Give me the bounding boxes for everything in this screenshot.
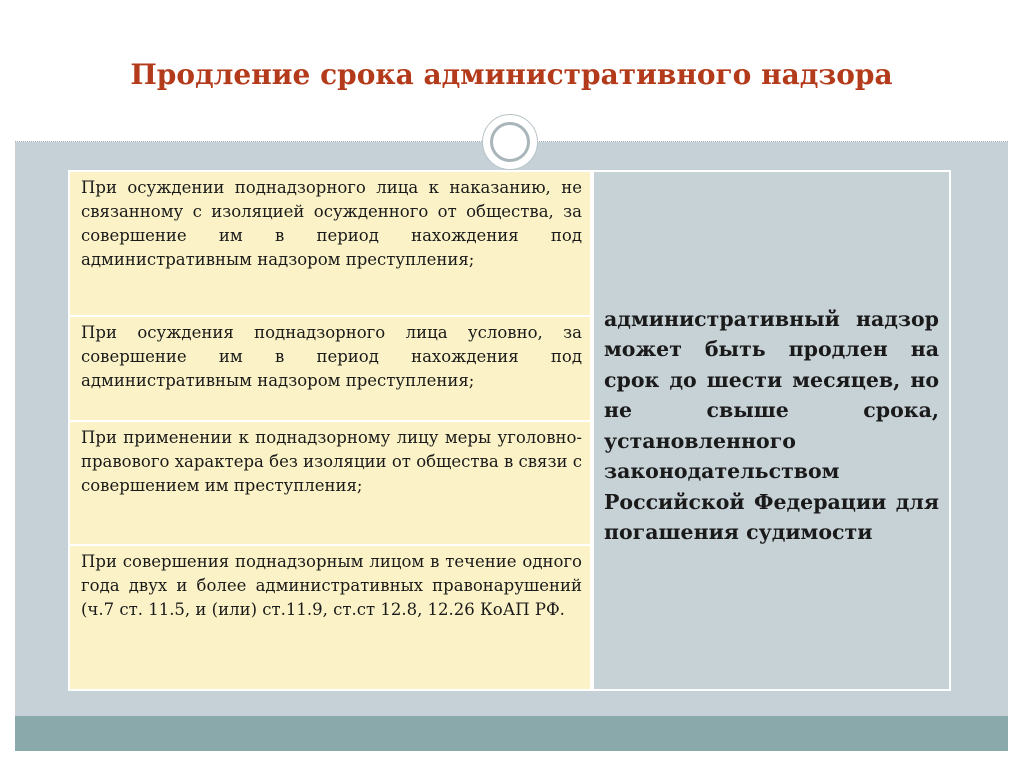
result-cell bbox=[592, 170, 951, 691]
condition-cell-2: При осуждения поднадзорного лица условно, за совершение им в период нахождения под административным надзором преступления; bbox=[69, 316, 591, 421]
conditions-column bbox=[68, 170, 592, 691]
ring-ornament-inner bbox=[490, 122, 530, 162]
condition-cell-3: При применении к поднадзорному лицу меры уголовно-правового характера без изоляции от общества в связи с совершением им преступления; bbox=[69, 421, 591, 545]
bottom-bar bbox=[15, 716, 1008, 751]
condition-cell-4: При совершения поднадзорным лицом в течение одного года двух и более административных правонарушений (ч.7 ст. 11.5, и (или) ст.11.9, ст.ст 12.8, 12.26 КоАП РФ. bbox=[69, 545, 591, 690]
slide-title: Продление срока административного надзора bbox=[130, 58, 893, 91]
condition-cell-1: При осуждении поднадзорного лица к наказанию, не связанному с изоляцией осужденного от общества, за совершение им в период нахождения под административным надзором преступления; bbox=[69, 171, 591, 316]
result-text: административный надзор может быть продлен на срок до шести месяцев, но не свыше срока, установленного законодательством Российской Федерации для погашения судимости bbox=[604, 306, 939, 544]
